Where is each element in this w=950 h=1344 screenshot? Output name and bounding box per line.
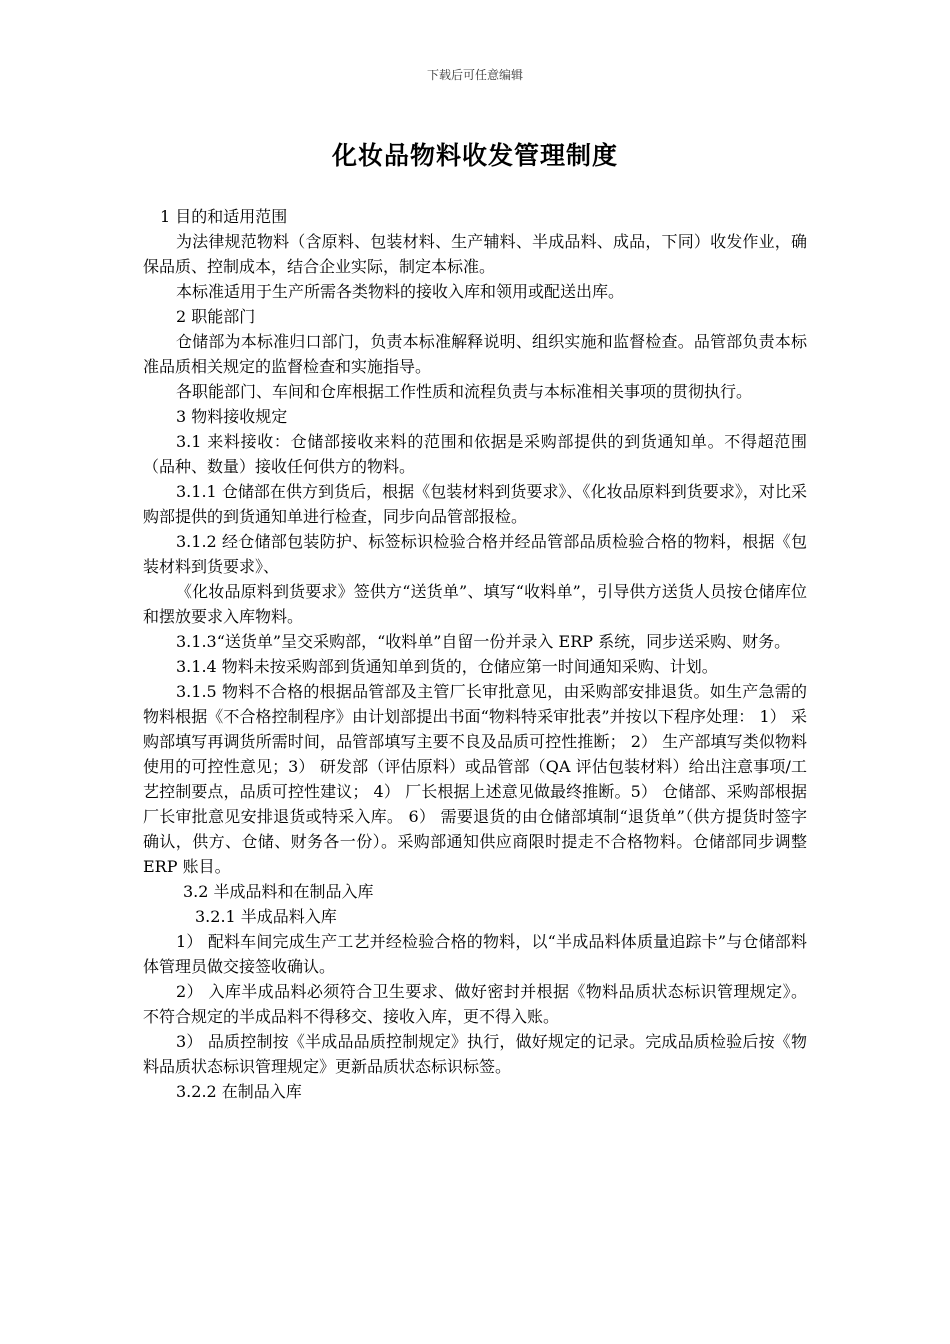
section-heading: 3 物料接收规定: [176, 407, 288, 426]
paragraph: 为法律规范物料（含原料、包装材料、生产辅料、半成品料、成品，下同）收发作业，确保品质、控制成本，结合企业实际，制定本标准。: [143, 232, 807, 276]
section-heading: 2 职能部门: [176, 307, 256, 326]
paragraph: 1） 配料车间完成生产工艺并经检验合格的物料，以“半成品料体质量追踪卡”与仓储部料体管理员做交接签收确认。: [143, 932, 807, 976]
paragraph: 3.1.4 物料未按采购部到货通知单到货的，仓储应第一时间通知采购、计划。: [176, 657, 718, 676]
paragraph: 本标准适用于生产所需各类物料的接收入库和领用或配送出库。: [176, 282, 625, 301]
paragraph: 3.1 来料接收：仓储部接收来料的范围和依据是采购部提供的到货通知单。不得超范围（品种、数量）接收任何供方的物料。: [143, 432, 807, 476]
section-heading: 1 目的和适用范围: [160, 207, 288, 226]
paragraph: 《化妆品原料到货要求》签供方“送货单”、填写“收料单”，引导供方送货人员按仓储库位和摆放要求入库物料。: [143, 582, 807, 626]
paragraph: 3） 品质控制按《半成品品质控制规定》执行，做好规定的记录。完成品质检验后按《物料品质状态标识管理规定》更新品质状态标识标签。: [143, 1032, 807, 1076]
paragraph: 2） 入库半成品料必须符合卫生要求、做好密封并根据《物料品质状态标识管理规定》。不符合规定的半成品料不得移交、接收入库，更不得入账。: [143, 982, 807, 1026]
paragraph: 各职能部门、车间和仓库根据工作性质和流程负责与本标准相关事项的贯彻执行。: [176, 382, 753, 401]
paragraph: 3.1.5 物料不合格的根据品管部及主管厂长审批意见，由采购部安排退货。如生产急需的物料根据《不合格控制程序》由计划部提出书面“物料特采审批表”并按以下程序处理： 1） 采购部填写再调货所需时间，品管部填写主要不良及品质可控性推断； 2） 生产部填写类似物料使用的可控性意见；3） 研发部（评估原料）或品管部（QA 评估包装材料）给出注意事项/工艺控制要点，品质可控性建议； 4） 厂长根据上述意见做最终推断。5） 仓储部、采购部根据厂长审批意见安排退货或特采入库。 6） 需要退货的由仓储部填制“退货单”（供方提货时签字确认，供方、仓储、财务各一份）。采购部通知供应商限时提走不合格物料。仓储部同步调整 ERP 账目。: [143, 682, 807, 876]
document-body: [143, 204, 807, 1104]
section-heading: 3.2.1 半成品料入库: [195, 907, 337, 926]
paragraph: 3.1.1 仓储部在供方到货后，根据《包装材料到货要求》、《化妆品原料到货要求》，对比采购部提供的到货通知单进行检查，同步向品管部报检。: [143, 482, 807, 526]
header-note: 下载后可任意编辑: [426, 68, 523, 82]
paragraph: 3.1.2 经仓储部包装防护、标签标识检验合格并经品管部品质检验合格的物料，根据《包装材料到货要求》、: [143, 532, 807, 576]
section-heading: 3.2 半成品料和在制品入库: [183, 882, 374, 901]
section-heading: 3.2.2 在制品入库: [176, 1082, 302, 1101]
paragraph: 3.1.3“送货单”呈交采购部，“收料单”自留一份并录入 ERP 系统，同步送采购、财务。: [176, 632, 791, 651]
paragraph: 仓储部为本标准归口部门，负责本标准解释说明、组织实施和监督检查。品管部负责本标准品质相关规定的监督检查和实施指导。: [143, 332, 807, 376]
document-title: 化妆品物料收发管理制度: [331, 141, 618, 170]
